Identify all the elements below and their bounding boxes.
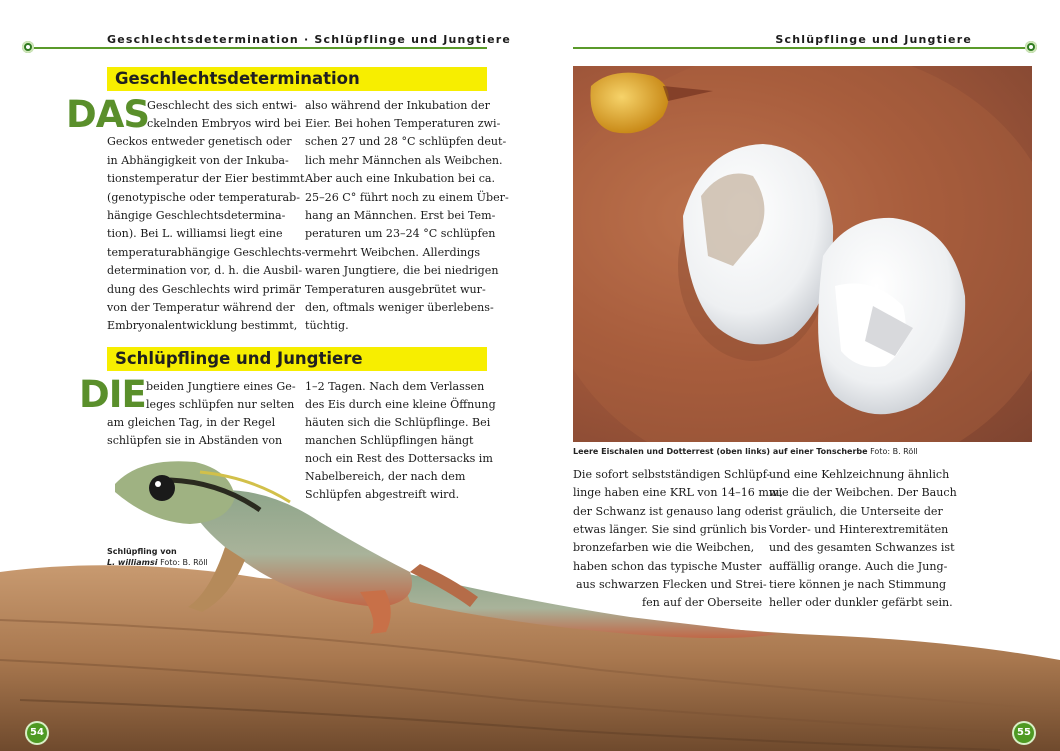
gecko-caption-line2 (107, 557, 208, 568)
gecko-caption-title: Schlüpfling von (107, 547, 177, 556)
text-line: peraturen um 23–24 °C schlüpfen (305, 227, 496, 240)
text-line: manchen Schlüpflingen hängt (305, 434, 474, 447)
text-line: aus schwarzen Flecken und Strei- (576, 578, 767, 591)
text-line: von der Temperatur während der (107, 301, 295, 314)
text-line: (genotypische oder temperaturab- (107, 191, 301, 204)
eggshell-photo (573, 66, 1032, 442)
text-line: fen auf der Oberseite (642, 596, 763, 609)
text-line: hang an Männchen. Erst bei Tem- (305, 209, 496, 222)
text-line: Nabelbereich, der nach dem (305, 470, 466, 483)
text-line: determination vor, d. h. die Ausbil- (107, 264, 303, 277)
header-ornament-right (1025, 41, 1037, 53)
text-line: tionstemperatur der Eier bestimmt (107, 172, 305, 185)
text-line: dung des Geschlechts wird primär (107, 283, 301, 296)
section-heading-geschlechtsdetermination: Geschlechtsdetermination (107, 67, 487, 91)
text-line: tüchtig. (305, 319, 349, 332)
text-line: linge haben eine KRL von 14–16 mm, (573, 486, 783, 499)
text-line: Temperaturen ausgebrütet wur- (305, 283, 486, 296)
text-line: vermehrt Weibchen. Allerdings (305, 246, 481, 259)
text-line: des Eis durch eine kleine Öffnung (305, 398, 496, 411)
text-line: ist gräulich, die Unterseite der (769, 505, 943, 518)
text-line: schen 27 und 28 °C schlüpfen deut- (305, 135, 507, 148)
text-line: auffällig orange. Auch die Jung- (769, 560, 948, 573)
page-number-left: 54 (27, 723, 47, 743)
text-line: waren Jungtiere, die bei niedrigen (305, 264, 499, 277)
text-line: Schlüpfen abgestreift wird. (305, 488, 460, 501)
text-line: in Abhängigkeit von der Inkuba- (107, 154, 289, 167)
text-line: und eine Kehlzeichnung ähnlich (769, 468, 950, 481)
text-line: Geschlecht des sich entwi- (147, 99, 297, 112)
text-line: 1–2 Tagen. Nach dem Verlassen (305, 380, 485, 393)
header-rule-right (573, 47, 1025, 49)
gecko-caption-credit: Foto: B. Röll (160, 558, 208, 567)
egg-caption-credit: Foto: B. Röll (870, 447, 918, 456)
running-header-left: Geschlechtsdetermination · Schlüpflinge und Jungtiere (107, 33, 512, 46)
text-line: tion). Bei L. williamsi liegt eine (107, 227, 283, 240)
gecko-illustration (110, 452, 790, 647)
text-line: Vorder- und Hinterextremitäten (769, 523, 949, 536)
text-line: etwas länger. Sie sind grünlich bis (573, 523, 767, 536)
text-line: lich mehr Männchen als Weibchen. (305, 154, 503, 167)
text-line: ckelnden Embryos wird bei (147, 117, 301, 130)
dropcap-die: DIE (79, 373, 146, 416)
text-line: Aber auch eine Inkubation bei ca. (305, 172, 496, 185)
text-line: tiere können je nach Stimmung (769, 578, 947, 591)
text-line: hängige Geschlechtsdetermina- (107, 209, 286, 222)
text-line: den, oftmals weniger überlebens- (305, 301, 494, 314)
text-line: bronzefarben wie die Weibchen, (573, 541, 755, 554)
text-line: noch ein Rest des Dottersacks im (305, 452, 493, 465)
text-line: und des gesamten Schwanzes ist (769, 541, 955, 554)
text-line: schlüpfen sie in Abständen von (107, 434, 283, 447)
header-ornament-left (22, 41, 34, 53)
page-number-right: 55 (1014, 723, 1034, 743)
text-line: heller oder dunkler gefärbt sein. (769, 596, 953, 609)
egg-caption-title: Leere Eischalen und Dotterrest (oben links) auf einer Tonscherbe (573, 447, 868, 456)
gecko-caption-species: L. williamsi (107, 558, 158, 567)
text-line: 25–26 C° führt noch zu einem Über- (305, 191, 509, 204)
text-line: der Schwanz ist genauso lang oder (573, 505, 771, 518)
text-line: also während der Inkubation der (305, 99, 490, 112)
text-line: Geckos entweder genetisch oder (107, 135, 292, 148)
text-line: häuten sich die Schlüpflinge. Bei (305, 416, 491, 429)
text-line: wie die der Weibchen. Der Bauch (769, 486, 957, 499)
gecko-caption (107, 546, 208, 568)
running-header-right: Schlüpflinge und Jungtiere (775, 33, 972, 46)
text-line: Eier. Bei hohen Temperaturen zwi- (305, 117, 501, 130)
text-line: temperaturabhängige Geschlechts- (107, 246, 306, 259)
eggshell-illustration (573, 66, 1032, 442)
section-heading-schluepflinge: Schlüpflinge und Jungtiere (107, 347, 487, 371)
header-rule-left (34, 47, 487, 49)
text-line: beiden Jungtiere eines Ge- (146, 380, 296, 393)
text-line: am gleichen Tag, in der Regel (107, 416, 276, 429)
text-line: Embryonalentwicklung bestimmt, (107, 319, 298, 332)
text-line: leges schlüpfen nur selten (146, 398, 295, 411)
text-line: haben schon das typische Muster (573, 560, 762, 573)
dropcap-das: DAS (66, 93, 149, 136)
text-line: Die sofort selbstständigen Schlüpf- (573, 468, 771, 481)
